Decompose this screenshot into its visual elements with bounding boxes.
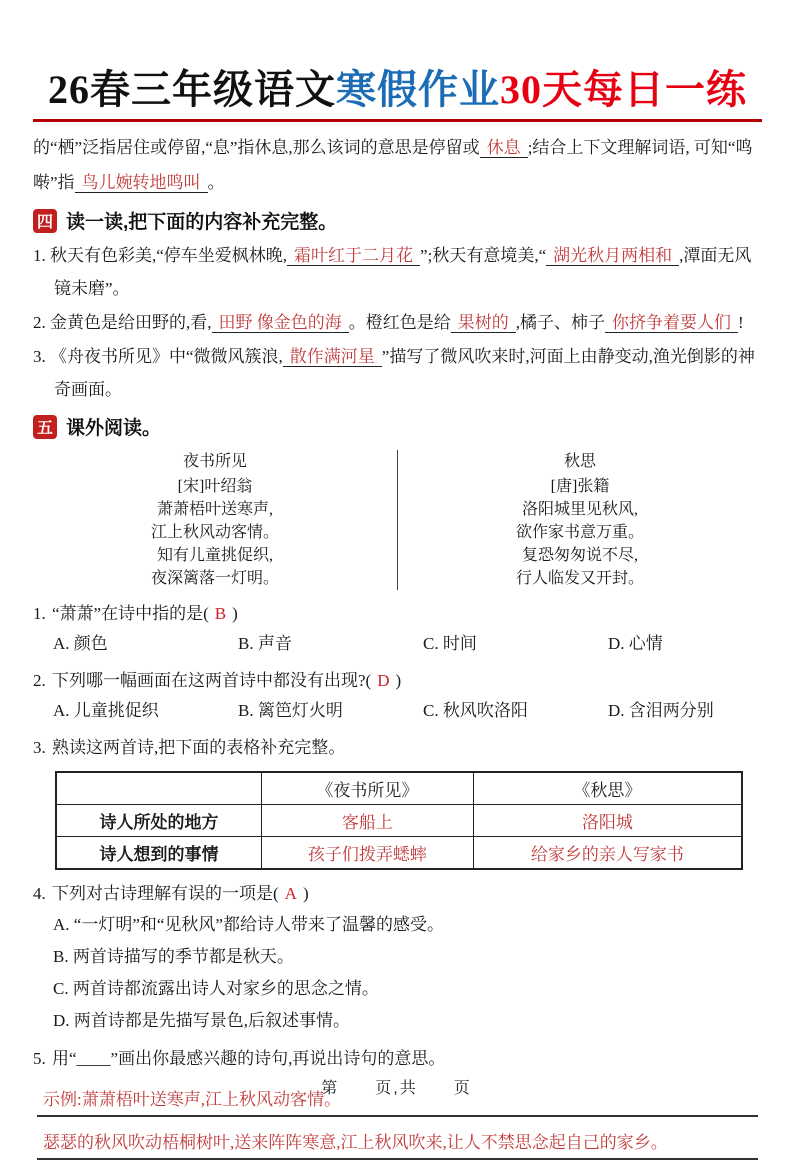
question-2-options xyxy=(53,696,762,726)
poem-line: 知有儿童挑促织, xyxy=(156,547,273,564)
table-row xyxy=(56,837,742,870)
table-answer-cell: 孩子们拨弄蟋蟀 xyxy=(262,837,474,870)
question-stem: 熟读这两首诗,把下面的表格补充完整。 xyxy=(52,738,346,757)
question-number: 2. xyxy=(33,671,46,690)
page-footer: 第 页,共 页 xyxy=(321,1080,472,1097)
question-answer-letter: B xyxy=(214,604,227,623)
question-number: 5. xyxy=(33,1049,46,1068)
item-number: 1. xyxy=(33,246,46,265)
item-text: 金黄色是给田野的,看, xyxy=(50,313,212,332)
section-5-title: 课外阅读。 xyxy=(66,418,162,439)
item-text: 。橙红色是给 xyxy=(348,313,451,332)
question-stem-close: ) xyxy=(302,884,309,903)
item-text: ,潭面无风镜未磨”。 xyxy=(54,246,752,298)
item-answer-blank: 霜叶红于二月花 xyxy=(287,246,420,266)
question-2 xyxy=(33,665,762,696)
poem-line: 行人临发又开封。 xyxy=(515,570,644,587)
question-1 xyxy=(33,598,762,629)
question-number: 1. xyxy=(33,604,46,623)
option-c: C. 时间 xyxy=(423,634,477,653)
table-answer-cell: 洛阳城 xyxy=(473,805,742,837)
poem-line: 萧萧梧叶送寒声, xyxy=(156,501,273,518)
poem-line: 夜深篱落一灯明。 xyxy=(150,570,279,587)
option-d: D. 含泪两分别 xyxy=(608,701,714,720)
item-text: 秋天有色彩美,“停车坐爱枫林晚, xyxy=(50,246,288,265)
section-4-marker-badge: 四 xyxy=(33,209,57,233)
question-number: 3. xyxy=(33,738,46,757)
intro-text: 。 xyxy=(207,173,225,192)
comparison-table xyxy=(55,771,743,870)
fill-item-1 xyxy=(33,239,762,305)
option-a: A. 儿童挑促织 xyxy=(53,701,159,720)
item-text: ! xyxy=(738,313,744,332)
option-b: B. 两首诗描写的季节都是秋天。 xyxy=(53,947,294,966)
option-a: A. “一灯明”和“见秋风”都给诗人带来了温馨的感受。 xyxy=(53,915,444,934)
question-stem: 用“____”画出你最感兴趣的诗句,再说出诗句的意思。 xyxy=(52,1049,446,1068)
table-header-row xyxy=(56,772,742,805)
table-header-empty xyxy=(56,772,262,805)
intro-paragraph xyxy=(33,130,762,200)
question-stem: “萧萧”在诗中指的是( xyxy=(52,604,209,623)
question-number: 4. xyxy=(33,884,46,903)
item-text: ”描写了微风吹来时,河面上由静变动,渔光倒影的神奇画面。 xyxy=(54,347,755,399)
poem-yeshusuojian xyxy=(33,450,397,590)
fill-item-3 xyxy=(33,340,762,406)
item-text: ”;秋天有意境美,“ xyxy=(420,246,547,265)
fill-item-2 xyxy=(33,306,762,339)
section-5-heading xyxy=(33,413,762,440)
question-answer-letter: A xyxy=(284,884,297,903)
option-d: D. 心情 xyxy=(608,634,663,653)
item-answer-blank: 湖光秋月两相和 xyxy=(546,246,679,266)
answer-line-meaning: 瑟瑟的秋风吹动梧桐树叶,送来阵阵寒意,江上秋风吹来,让人不禁思念起自己的家乡。 xyxy=(37,1127,758,1160)
poems-block xyxy=(33,450,762,590)
option-d: D. 两首诗都是先描写景色,后叙述事情。 xyxy=(53,1011,351,1030)
item-answer-blank: 田野 像金色的海 xyxy=(212,313,349,333)
poem-line: 洛阳城里见秋风, xyxy=(521,501,638,518)
poem-line: 江上秋风动客情。 xyxy=(150,524,279,541)
page-title xyxy=(33,64,762,116)
intro-text: 可知“鸣啭”指 xyxy=(33,138,753,192)
table-row xyxy=(56,805,742,837)
section-5-marker-badge: 五 xyxy=(33,415,57,439)
item-text: 《舟夜书所见》中“微微风簇浪, xyxy=(50,347,283,366)
poem-author: [宋]叶绍翁 xyxy=(177,478,253,495)
intro-answer-blank: 休息 xyxy=(480,138,528,158)
item-answer-blank: 你挤争着要人们 xyxy=(605,313,738,333)
option-b: B. 篱笆灯火明 xyxy=(238,701,343,720)
table-answer-cell: 客船上 xyxy=(262,805,474,837)
title-part-red: 30天每日一练 xyxy=(500,67,747,112)
poem-title: 秋思 xyxy=(563,453,596,470)
option-b: B. 声音 xyxy=(238,634,292,653)
item-answer-blank: 散作满河星 xyxy=(283,347,382,367)
title-part-blue: 寒假作业 xyxy=(336,67,500,112)
intro-text: 的“栖”泛指居住或停留,“息”指休息,那么该词的意思是停留或 xyxy=(33,138,480,157)
option-a: A. 颜色 xyxy=(53,634,108,653)
section-4-heading xyxy=(33,207,762,234)
answer-line-example: 示例:萧萧梧叶送寒声,江上秋风动客情。 xyxy=(37,1084,758,1117)
title-divider-rule xyxy=(33,119,762,122)
table-row-label: 诗人想到的事情 xyxy=(56,837,262,870)
intro-text: ;结合上下文理解词语, xyxy=(527,138,690,157)
option-c: C. 两首诗都流露出诗人对家乡的思念之情。 xyxy=(53,979,379,998)
question-stem-close: ) xyxy=(395,671,402,690)
poem-line: 欲作家书意万重。 xyxy=(515,524,644,541)
question-answer-letter: D xyxy=(377,671,390,690)
question-stem-close: ) xyxy=(232,604,238,623)
question-stem: 下列对古诗理解有误的一项是( xyxy=(52,884,279,903)
poem-qiusi xyxy=(397,450,762,590)
question-5 xyxy=(33,1043,762,1074)
item-number: 2. xyxy=(33,313,46,332)
question-stem: 下列哪一幅画面在这两首诗中都没有出现?( xyxy=(52,671,372,690)
item-number: 3. xyxy=(33,347,46,366)
question-1-options xyxy=(53,629,762,659)
table-header-poem-1: 《夜书所见》 xyxy=(262,772,474,805)
intro-answer-blank: 鸟儿婉转地鸣叫 xyxy=(75,173,208,193)
item-text: ,橘子、柿子 xyxy=(515,313,605,332)
question-3 xyxy=(33,732,762,763)
section-4-title: 读一读,把下面的内容补充完整。 xyxy=(66,212,338,233)
question-4 xyxy=(33,878,762,909)
title-part-black: 26春三年级语文 xyxy=(48,67,336,112)
table-answer-cell: 给家乡的亲人写家书 xyxy=(473,837,742,870)
table-row-label: 诗人所处的地方 xyxy=(56,805,262,837)
poem-author: [唐]张籍 xyxy=(550,478,610,495)
poem-title: 夜书所见 xyxy=(182,453,247,470)
table-header-poem-2: 《秋思》 xyxy=(473,772,742,805)
option-c: C. 秋风吹洛阳 xyxy=(423,701,528,720)
item-answer-blank: 果树的 xyxy=(451,313,516,333)
poem-line: 复恐匆匆说不尽, xyxy=(521,547,638,564)
